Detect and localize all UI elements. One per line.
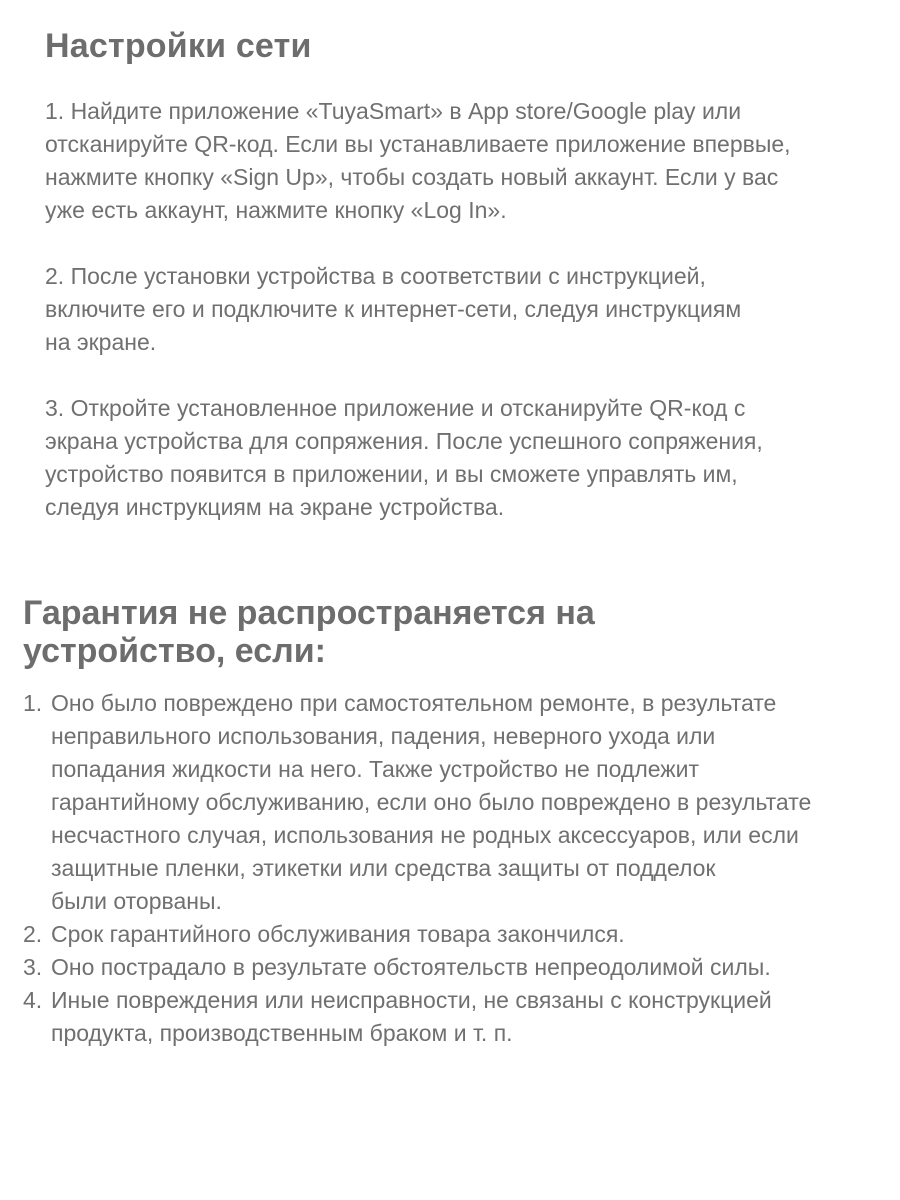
warranty-condition-4 <box>23 984 883 1050</box>
condition-number: 1. <box>23 690 43 716</box>
network-settings-title: Настройки сети <box>45 27 312 65</box>
network-step-2: 2. После установки устройства в соответствии с инструкцией, включите его и подключите к интернет-сети, следуя инструкциям на экране. <box>45 263 742 355</box>
network-step-3: 3. Откройте установленное приложение и отсканируйте QR-код с экрана устройства для сопряжения. После успешного сопряжения, устройство появится в приложении, и вы сможете управлять им, следуя инструкциям на экране устройства. <box>45 395 763 520</box>
warranty-title: Гарантия не распространяется на устройство, если: <box>23 594 595 670</box>
network-step-1: 1. Найдите приложение «TuyaSmart» в App store/Google play или отсканируйте QR-код. Если вы устанавливаете приложение впервые, нажмите кнопку «Sign Up», чтобы создать новый аккаунт. Если у вас уже есть аккаунт, нажмите кнопку «Log In». <box>45 98 791 223</box>
condition-number: 3. <box>23 954 43 980</box>
condition-text: Оно пострадало в результате обстоятельств непреодолимой силы. <box>51 954 771 980</box>
condition-number: 2. <box>23 921 43 947</box>
warranty-condition-2 <box>23 918 883 951</box>
network-steps-list <box>45 95 875 524</box>
condition-text: Срок гарантийного обслуживания товара закончился. <box>51 921 625 947</box>
condition-text: Оно было повреждено при самостоятельном ремонте, в результате неправильного использования, падения, неверного ухода или попадания жидкости на него. Также устройство не подлежит гарантийному обслуживанию, если оно было повреждено в результате несчастного случая, использования не родных аксессуаров, или если защитные пленки, этикетки или средства защиты от подделок были оторваны. <box>51 690 812 914</box>
condition-number: 4. <box>23 987 43 1013</box>
warranty-condition-1 <box>23 687 883 918</box>
warranty-section <box>23 594 883 1050</box>
network-settings-section <box>45 26 875 524</box>
warranty-condition-3 <box>23 951 883 984</box>
condition-text: Иные повреждения или неисправности, не связаны с конструкцией продукта, производственным браком и т. п. <box>51 987 772 1046</box>
warranty-conditions-list <box>23 687 883 1050</box>
